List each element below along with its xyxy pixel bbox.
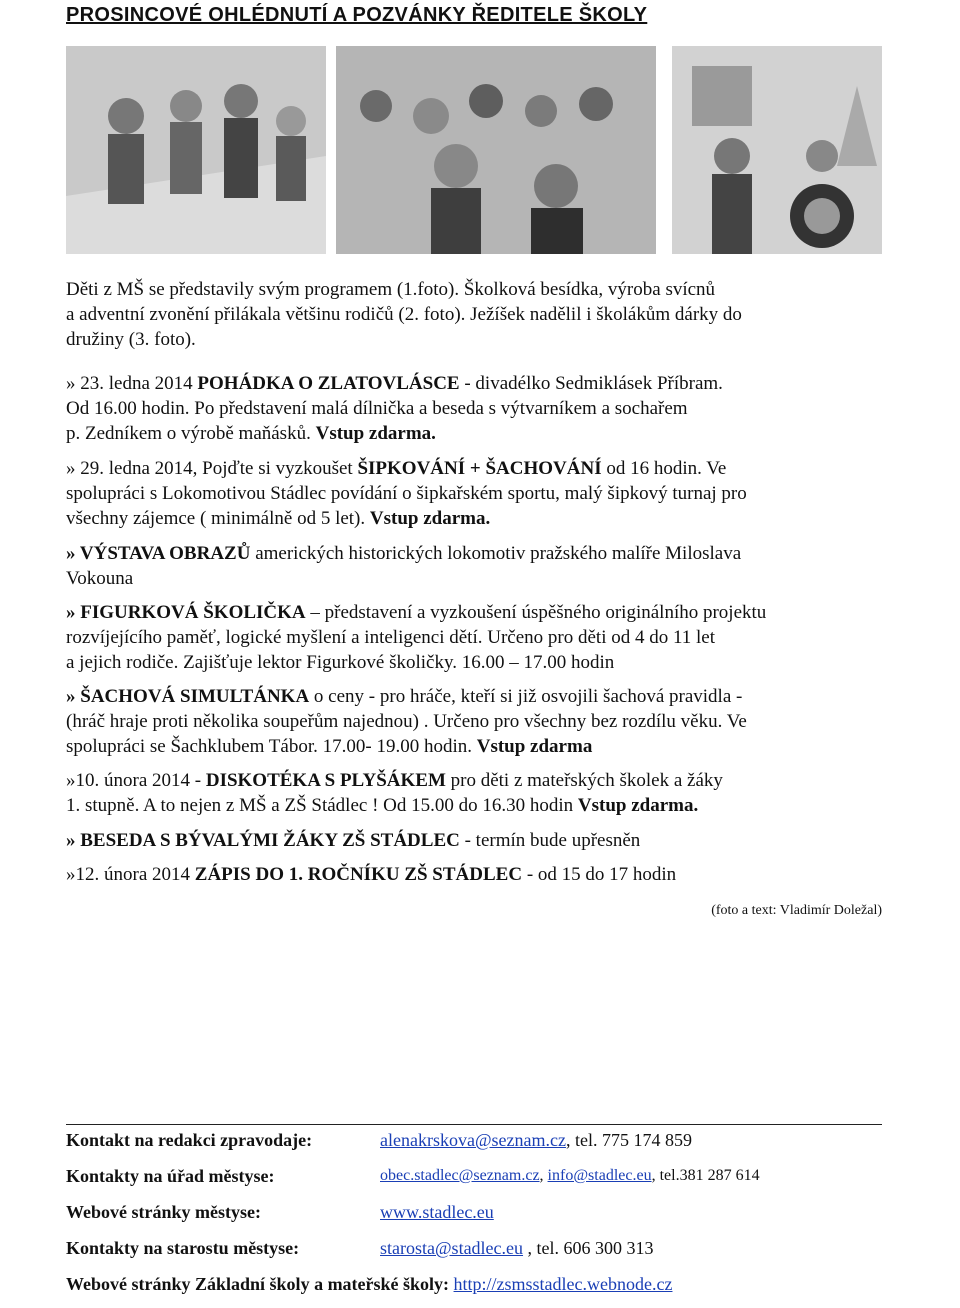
contact-skola: Webové stránky Základní školy a mateřské školy: http://zsmsstadlec.webnode.cz bbox=[66, 1274, 673, 1294]
event-vystava: » VÝSTAVA OBRAZŮ amerických historických lokomotiv pražského malíře Miloslava Vokouna bbox=[66, 543, 742, 589]
photo-parents-workshop bbox=[336, 46, 656, 254]
contact-urad: Kontakty na úřad městyse: obec.stadlec@seznam.cz, info@stadlec.eu, tel.381 287 614 bbox=[66, 1166, 760, 1186]
web-link[interactable]: www.stadlec.eu bbox=[380, 1202, 494, 1222]
urad-info-email-link[interactable]: info@stadlec.eu bbox=[547, 1167, 652, 1184]
event-beseda: » BESEDA S BÝVALÝMI ŽÁKY ZŠ STÁDLEC - termín bude upřesněn bbox=[66, 830, 641, 851]
contacts-section bbox=[66, 1128, 882, 1308]
contact-web: Webové stránky městyse: www.stadlec.eu bbox=[66, 1202, 494, 1222]
photo-school-club-gifts bbox=[672, 46, 882, 254]
event-zapis: »12. února 2014 ZÁPIS DO 1. ROČNÍKU ZŠ STÁDLEC - od 15 do 17 hodin bbox=[66, 864, 677, 885]
contact-starosta: Kontakty na starostu městyse: starosta@stadlec.eu , tel. 606 300 313 bbox=[66, 1238, 654, 1258]
photo-placeholder-icon bbox=[336, 46, 656, 254]
contact-redakce: Kontakt na redakci zpravodaje: alenakrskova@seznam.cz, tel. 775 174 859 bbox=[66, 1130, 692, 1150]
photo-kindergarten-children bbox=[66, 46, 326, 254]
redakce-email-link[interactable]: alenakrskova@seznam.cz bbox=[380, 1130, 566, 1150]
event-sipkovani: » 29. ledna 2014, Pojďte si vyzkoušet ŠIPKOVÁNÍ + ŠACHOVÁNÍ od 16 hodin. Ve spolupráci s Lokomotivou Stádlec povídání o šipkařském sportu, malý šipkový turnaj pro všechny zájemce ( minimálně od 5 let). Vstup zdarma. bbox=[66, 458, 747, 529]
page-title: PROSINCOVÉ OHLÉDNUTÍ A POZVÁNKY ŘEDITELE ŠKOLY bbox=[66, 4, 648, 26]
starosta-email-link[interactable]: starosta@stadlec.eu bbox=[380, 1238, 524, 1258]
event-pohadka: » 23. ledna 2014 POHÁDKA O ZLATOVLÁSCE - divadélko Sedmiklásek Příbram. Od 16.00 hodin. Po představení malá dílnička a beseda s výtvarníkem a sochařem p. Zedníkem o výrobě maňásků. Vstup zdarma. bbox=[66, 373, 723, 444]
urad-email-link[interactable]: obec.stadlec@seznam.cz bbox=[380, 1167, 540, 1184]
intro-paragraph: Děti z MŠ se představily svým programem (1.foto). Školková besídka, výroba svícnů a adventní zvonění přilákala většinu rodičů (2. foto). Ježíšek nadělil i školákům dárky do družiny (3. foto). bbox=[66, 279, 742, 350]
event-figurkova-skolicka: » FIGURKOVÁ ŠKOLIČKA – představení a vyzkoušení úspěšného originálního projektu rozvíjejícího paměť, logické myšlení a inteligenci dětí. Určeno pro děti od 4 do 11 let a jejich rodiče. Zajišťuje lektor Figurkové školičky. 16.00 – 17.00 hodin bbox=[66, 602, 767, 673]
photo-placeholder-icon bbox=[66, 46, 326, 254]
photo-placeholder-icon bbox=[672, 46, 882, 254]
event-sachova-simultanka: » ŠACHOVÁ SIMULTÁNKA o ceny - pro hráče, kteří si již osvojili šachová pravidla - (hráč hraje proti několika soupeřům najednou) . Určeno pro všechny bez rozdílu věku. Ve spolupráci se Šachklubem Tábor. 17.00- 19.00 hodin. Vstup zdarma bbox=[66, 686, 747, 757]
photo-text-credit: (foto a text: Vladimír Doležal) bbox=[711, 903, 882, 918]
contacts-divider bbox=[66, 1124, 882, 1125]
skola-web-link[interactable]: http://zsmsstadlec.webnode.cz bbox=[453, 1274, 673, 1294]
event-diskoteka: »10. února 2014 - DISKOTÉKA S PLYŠÁKEM pro děti z mateřských školek a žáky 1. stupně. A to nejen z MŠ a ZŠ Stádlec ! Od 15.00 do 16.30 hodin Vstup zdarma. bbox=[66, 770, 723, 816]
